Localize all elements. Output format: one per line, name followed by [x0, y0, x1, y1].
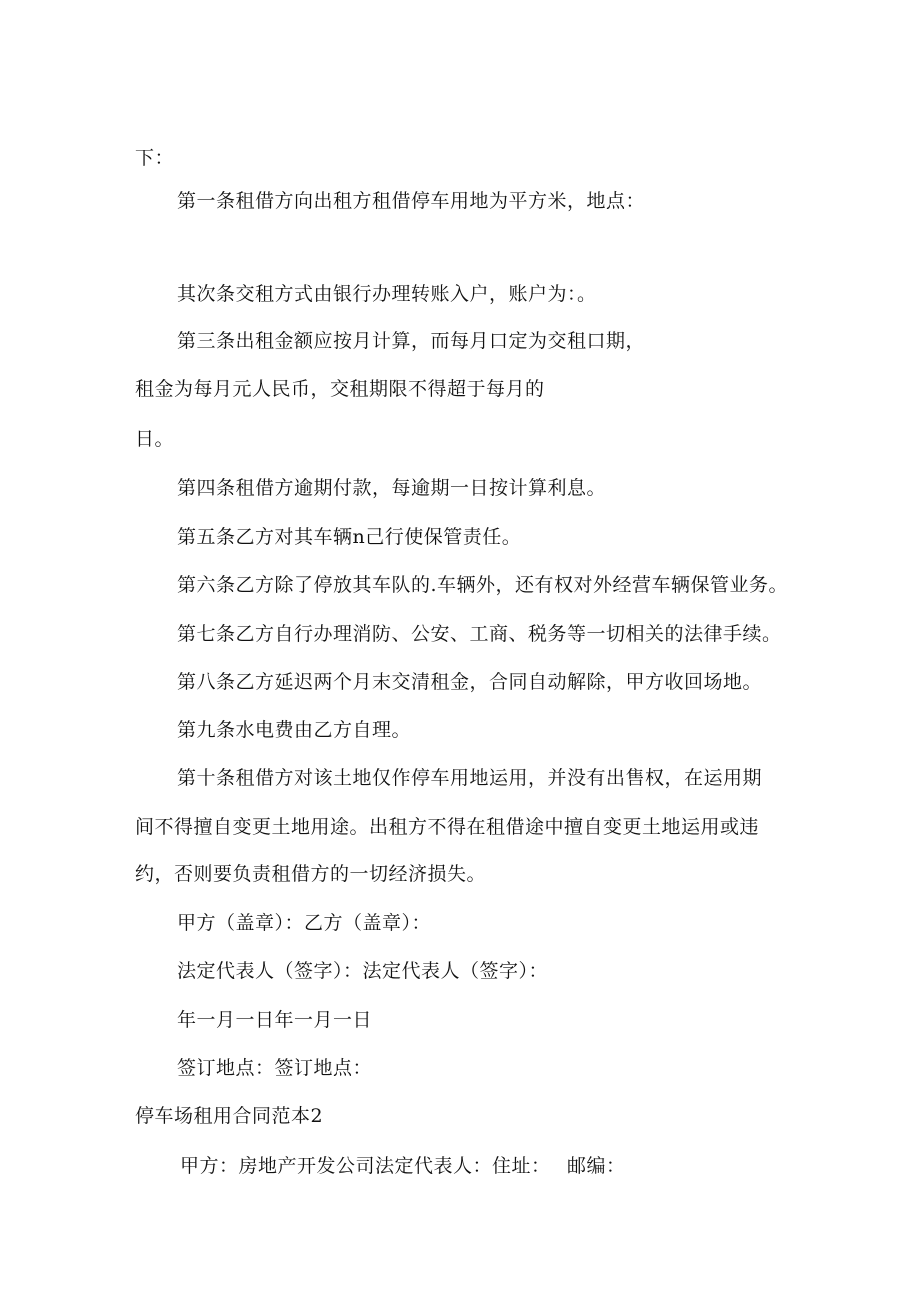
clause-9: 第九条水电费由乙方自理。 — [177, 719, 412, 741]
clause-3-cont-1: 租金为每月元人民币，交租期限不得超于每月的 — [135, 378, 545, 400]
clause-1: 第一条租借方向出租方租借停车用地为平方米，地点： — [177, 190, 646, 212]
party-a-line: 甲方：房地产开发公司法定代表人：住址： 邮编： — [180, 1155, 626, 1177]
clause-7: 第七条乙方自行办理消防、公安、工商、税务等一切相关的法律手续。 — [177, 623, 782, 645]
signing-place-line: 签订地点：签订地点： — [177, 1057, 373, 1079]
clause-3: 第三条出租金额应按月计算，而每月口定为交租口期， — [177, 330, 646, 352]
clause-10: 第十条租借方对该土地仅作停车用地运用，并没有出售权，在运用期 — [177, 767, 763, 789]
clause-8: 第八条乙方延迟两个月末交清租金，合同自动解除，甲方收回场地。 — [177, 671, 763, 693]
section-title: 停车场租用合同范本2 — [135, 1105, 324, 1127]
clause-5: 第五条乙方对其车辆n己行使保管责任。 — [177, 526, 522, 548]
clause-2: 其次条交租方式由银行办理转账入户，账户为：。 — [177, 283, 597, 305]
seal-line: 甲方（盖章）：乙方（盖章）： — [177, 912, 432, 934]
signature-line: 法定代表人（签字）：法定代表人（签字）： — [177, 960, 549, 982]
clause-6: 第六条乙方除了停放其车队的.车辆外，还有权对外经营车辆保管业务。 — [177, 574, 789, 596]
clause-4: 第四条租借方逾期付款，每逾期一日按计算利息。 — [177, 477, 607, 499]
text-line-continuation: 下： — [135, 147, 175, 169]
clause-10-cont-2: 约，否则要负责租借方的一切经济损失。 — [135, 863, 487, 885]
clause-3-cont-2: 日。 — [135, 428, 175, 450]
clause-10-cont-1: 间不得擅自变更土地用途。出租方不得在租借途中擅自变更土地运用或违 — [135, 816, 760, 838]
date-line: 年一月一日年一月一日 — [177, 1009, 373, 1031]
